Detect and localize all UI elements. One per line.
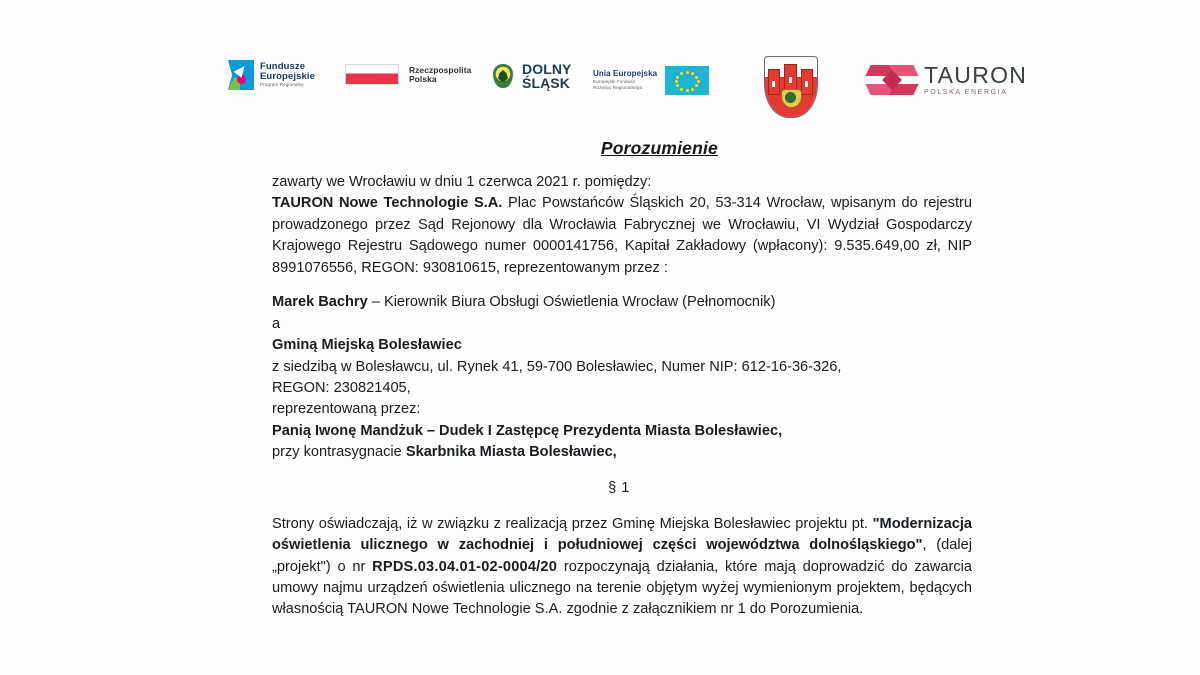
polish-flag-icon bbox=[345, 64, 399, 85]
tauron-pinwheel-icon bbox=[868, 58, 916, 102]
representative2-line: Panią Iwonę Mandżuk – Dudek I Zastępcę Prezydenta Miasta Bolesławiec, bbox=[272, 422, 783, 439]
logo-ds-line2: ŚLĄSK bbox=[522, 75, 570, 91]
party1-address: Plac Powstańców Śląskich 20, 53-314 Wrocław, wpisanym do rejestru prowadzonego przez Sąd Rejonowy dla Wrocławia Fabrycznej we Wrocławiu, VI Wydział Gospodarczy Krajowego Rejestru Sądowego numer 0000141756, Kapitał Zakładowy (wpłacony): 9.535.649,00 zł, NIP 8991076556, REGON: 930810615, reprezentowanym przez : bbox=[272, 195, 972, 276]
header-logo-strip bbox=[0, 52, 1200, 130]
logo-unia-europejska bbox=[593, 66, 709, 95]
representative1-role: – Kierownik Biura Obsługi Oświetlenia Wrocław (Pełnomocnik) bbox=[367, 294, 776, 311]
logo-fundusze-europejskie bbox=[228, 60, 315, 90]
representative1-name: Marek Bachry bbox=[272, 294, 368, 311]
document-title: Porozumienie bbox=[600, 138, 718, 158]
dolny-slask-crest-icon bbox=[490, 62, 516, 90]
party2-represented-by: reprezentowaną przez: bbox=[272, 401, 421, 418]
intro-line: zawarty we Wrocławiu w dniu 1 czerwca 2021 r. pomiędzy: bbox=[272, 174, 652, 190]
boleslawiec-coat-of-arms-icon bbox=[760, 52, 820, 122]
logo-ue-subtitle-2: Rozwoju Regionalnego bbox=[593, 84, 643, 90]
logo-fe-line1: Fundusze bbox=[260, 61, 306, 73]
party2-address-line1: z siedzibą w Bolesławcu, ul. Rynek 41, 59-700 Bolesławiec, Numer NIP: 612-16-36-326, bbox=[272, 358, 842, 375]
section1-project-title: "Modernizacja oświetlenia ulicznego w zachodniej i południowej części województwa dolnośląskiego" bbox=[272, 515, 972, 554]
section1-part2: , (dalej „projekt") o nr bbox=[272, 537, 972, 575]
logo-ds-line1: DOLNY bbox=[522, 61, 572, 77]
document-body bbox=[272, 138, 972, 621]
logo-fe-subtitle: Program Regionalny bbox=[260, 82, 304, 88]
logo-tauron bbox=[868, 58, 1027, 102]
section1-part3: rozpoczynają działania, które mają doprowadzić do zawarcia umowy najmu urządzeń oświetlenia ulicznego na terenie objętym wyżej wymienionym projektem, będących własnością TAURON Nowe Technologie S.A. zgodnie z załącznikiem nr 1 do Porozumienia. bbox=[272, 558, 972, 618]
countersignature-prefix: przy kontrasygnacie bbox=[272, 444, 406, 461]
logo-tauron-subtitle: POLSKA ENERGIA bbox=[924, 88, 1008, 96]
section1-part1: Strony oświadczają, iż w związku z realizacją przez Gminę Miejska Bolesławiec projektu pt. bbox=[272, 515, 873, 532]
fundusze-europejskie-icon bbox=[228, 60, 254, 90]
party1-name: TAURON Nowe Technologie S.A. bbox=[272, 195, 503, 212]
section-1-marker: § 1 bbox=[608, 479, 630, 496]
logo-tauron-name: TAURON bbox=[924, 61, 1028, 88]
logo-ue-subtitle-1: Europejski Fundusz bbox=[593, 78, 636, 84]
section-1-paragraph bbox=[272, 514, 972, 621]
section1-project-number: RPDS.03.04.01-02-0004/20 bbox=[372, 558, 558, 575]
party2-name: Gminą Miejską Bolesławiec bbox=[272, 337, 462, 354]
logo-herb-boleslawiec bbox=[760, 52, 820, 122]
logo-ue-line1: Unia Europejska bbox=[593, 69, 658, 79]
countersignature-line bbox=[272, 442, 972, 463]
conjunction-line: a bbox=[272, 315, 281, 332]
logo-dolny-slask bbox=[490, 62, 572, 90]
logo-rp-line2: Polska bbox=[409, 73, 437, 84]
eu-flag-icon bbox=[665, 66, 709, 95]
countersignature-role: Skarbnika Miasta Bolesławiec, bbox=[405, 444, 617, 461]
party2-address-line2: REGON: 230821405, bbox=[272, 379, 411, 396]
representative1-line bbox=[272, 292, 972, 313]
logo-rp-line1: Rzeczpospolita bbox=[409, 64, 472, 75]
logo-fe-line2: Europejskie bbox=[260, 71, 315, 83]
party1-paragraph bbox=[272, 193, 972, 279]
logo-rzeczpospolita-polska bbox=[345, 64, 471, 85]
